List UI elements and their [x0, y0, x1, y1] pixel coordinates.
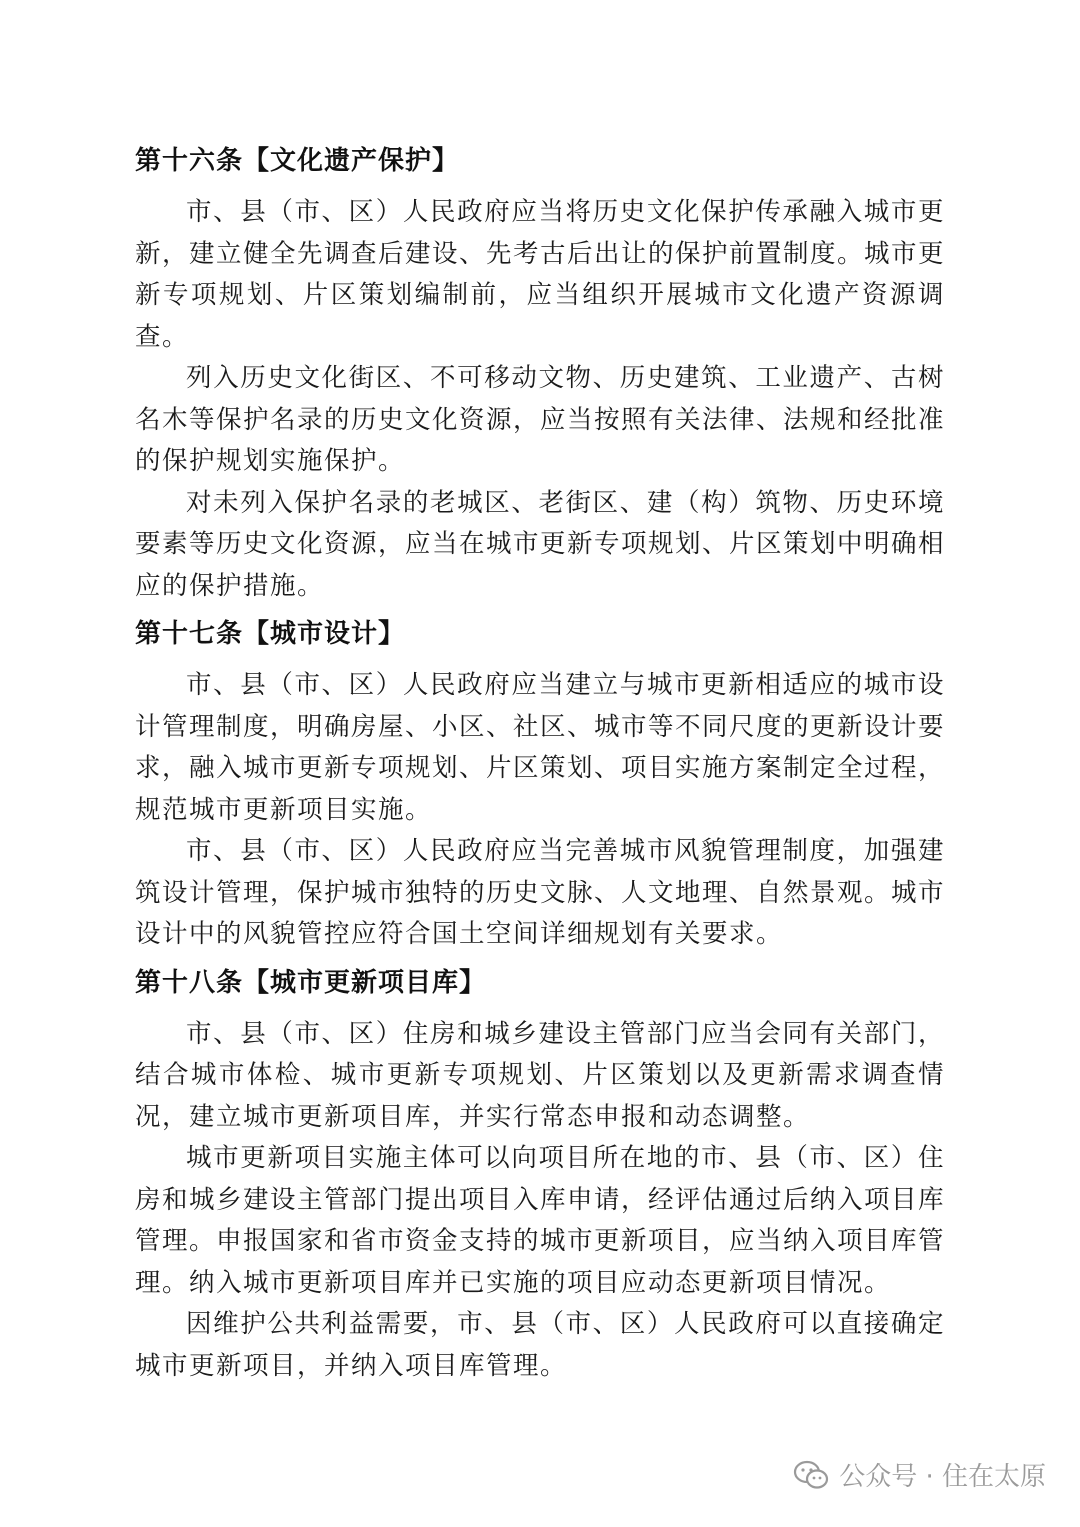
watermark: [793, 1456, 1046, 1493]
article-heading: 第十七条【城市设计】: [135, 619, 406, 649]
wechat-icon: [793, 1460, 829, 1490]
watermark-text: 公众号 · 住在太原: [839, 1462, 1046, 1492]
article-heading: 第十六条【文化遗产保护】: [135, 146, 460, 176]
paragraph: 市、县（市、区）人民政府应当将历史文化保护传承融入城市更新，建立健全先调查后建设、先考古后出让的保护前置制度。城市更新专项规划、片区策划编制前，应当组织开展城市文化遗产资源调查。: [135, 197, 946, 352]
paragraph: 市、县（市、区）人民政府应当完善城市风貌管理制度，加强建筑设计管理，保护城市独特的历史文脉、人文地理、自然景观。城市设计中的风貌管控应符合国土空间详细规划有关要求。: [135, 836, 946, 949]
paragraph: 因维护公共利益需要，市、县（市、区）人民政府可以直接确定城市更新项目，并纳入项目库管理。: [135, 1309, 945, 1381]
article-heading: 第十八条【城市更新项目库】: [135, 967, 487, 998]
paragraph: 城市更新项目实施主体可以向项目所在地的市、县（市、区）住房和城乡建设主管部门提出项目入库申请，经评估通过后纳入项目库管理。申报国家和省市资金支持的城市更新项目，应当纳入项目库管理。纳入城市更新项目库并已实施的项目应动态更新项目情况。: [135, 1143, 946, 1298]
paragraph: 对未列入保护名录的老城区、老街区、建（构）筑物、历史环境要素等历史文化资源，应当在城市更新专项规划、片区策划中明确相应的保护措施。: [135, 487, 946, 601]
paragraph: 市、县（市、区）住房和城乡建设主管部门应当会同有关部门，结合城市体检、城市更新专项规划、片区策划以及更新需求调查情况，建立城市更新项目库，并实行常态申报和动态调整。: [135, 1018, 945, 1132]
article-18: [135, 958, 945, 1388]
paragraph: 市、县（市、区）人民政府应当建立与城市更新相适应的城市设计管理制度，明确房屋、小区、社区、城市等不同尺度的更新设计要求，融入城市更新专项规划、片区策划、项目实施方案制定全过程，规范城市更新项目实施。: [135, 670, 946, 825]
paragraph: 列入历史文化街区、不可移动文物、历史建筑、工业遗产、古树名木等保护名录的历史文化资源，应当按照有关法律、法规和经批准的保护规划实施保护。: [135, 363, 946, 476]
document-body: [135, 136, 945, 1389]
article-17: [135, 609, 945, 956]
article-16: [135, 136, 945, 607]
